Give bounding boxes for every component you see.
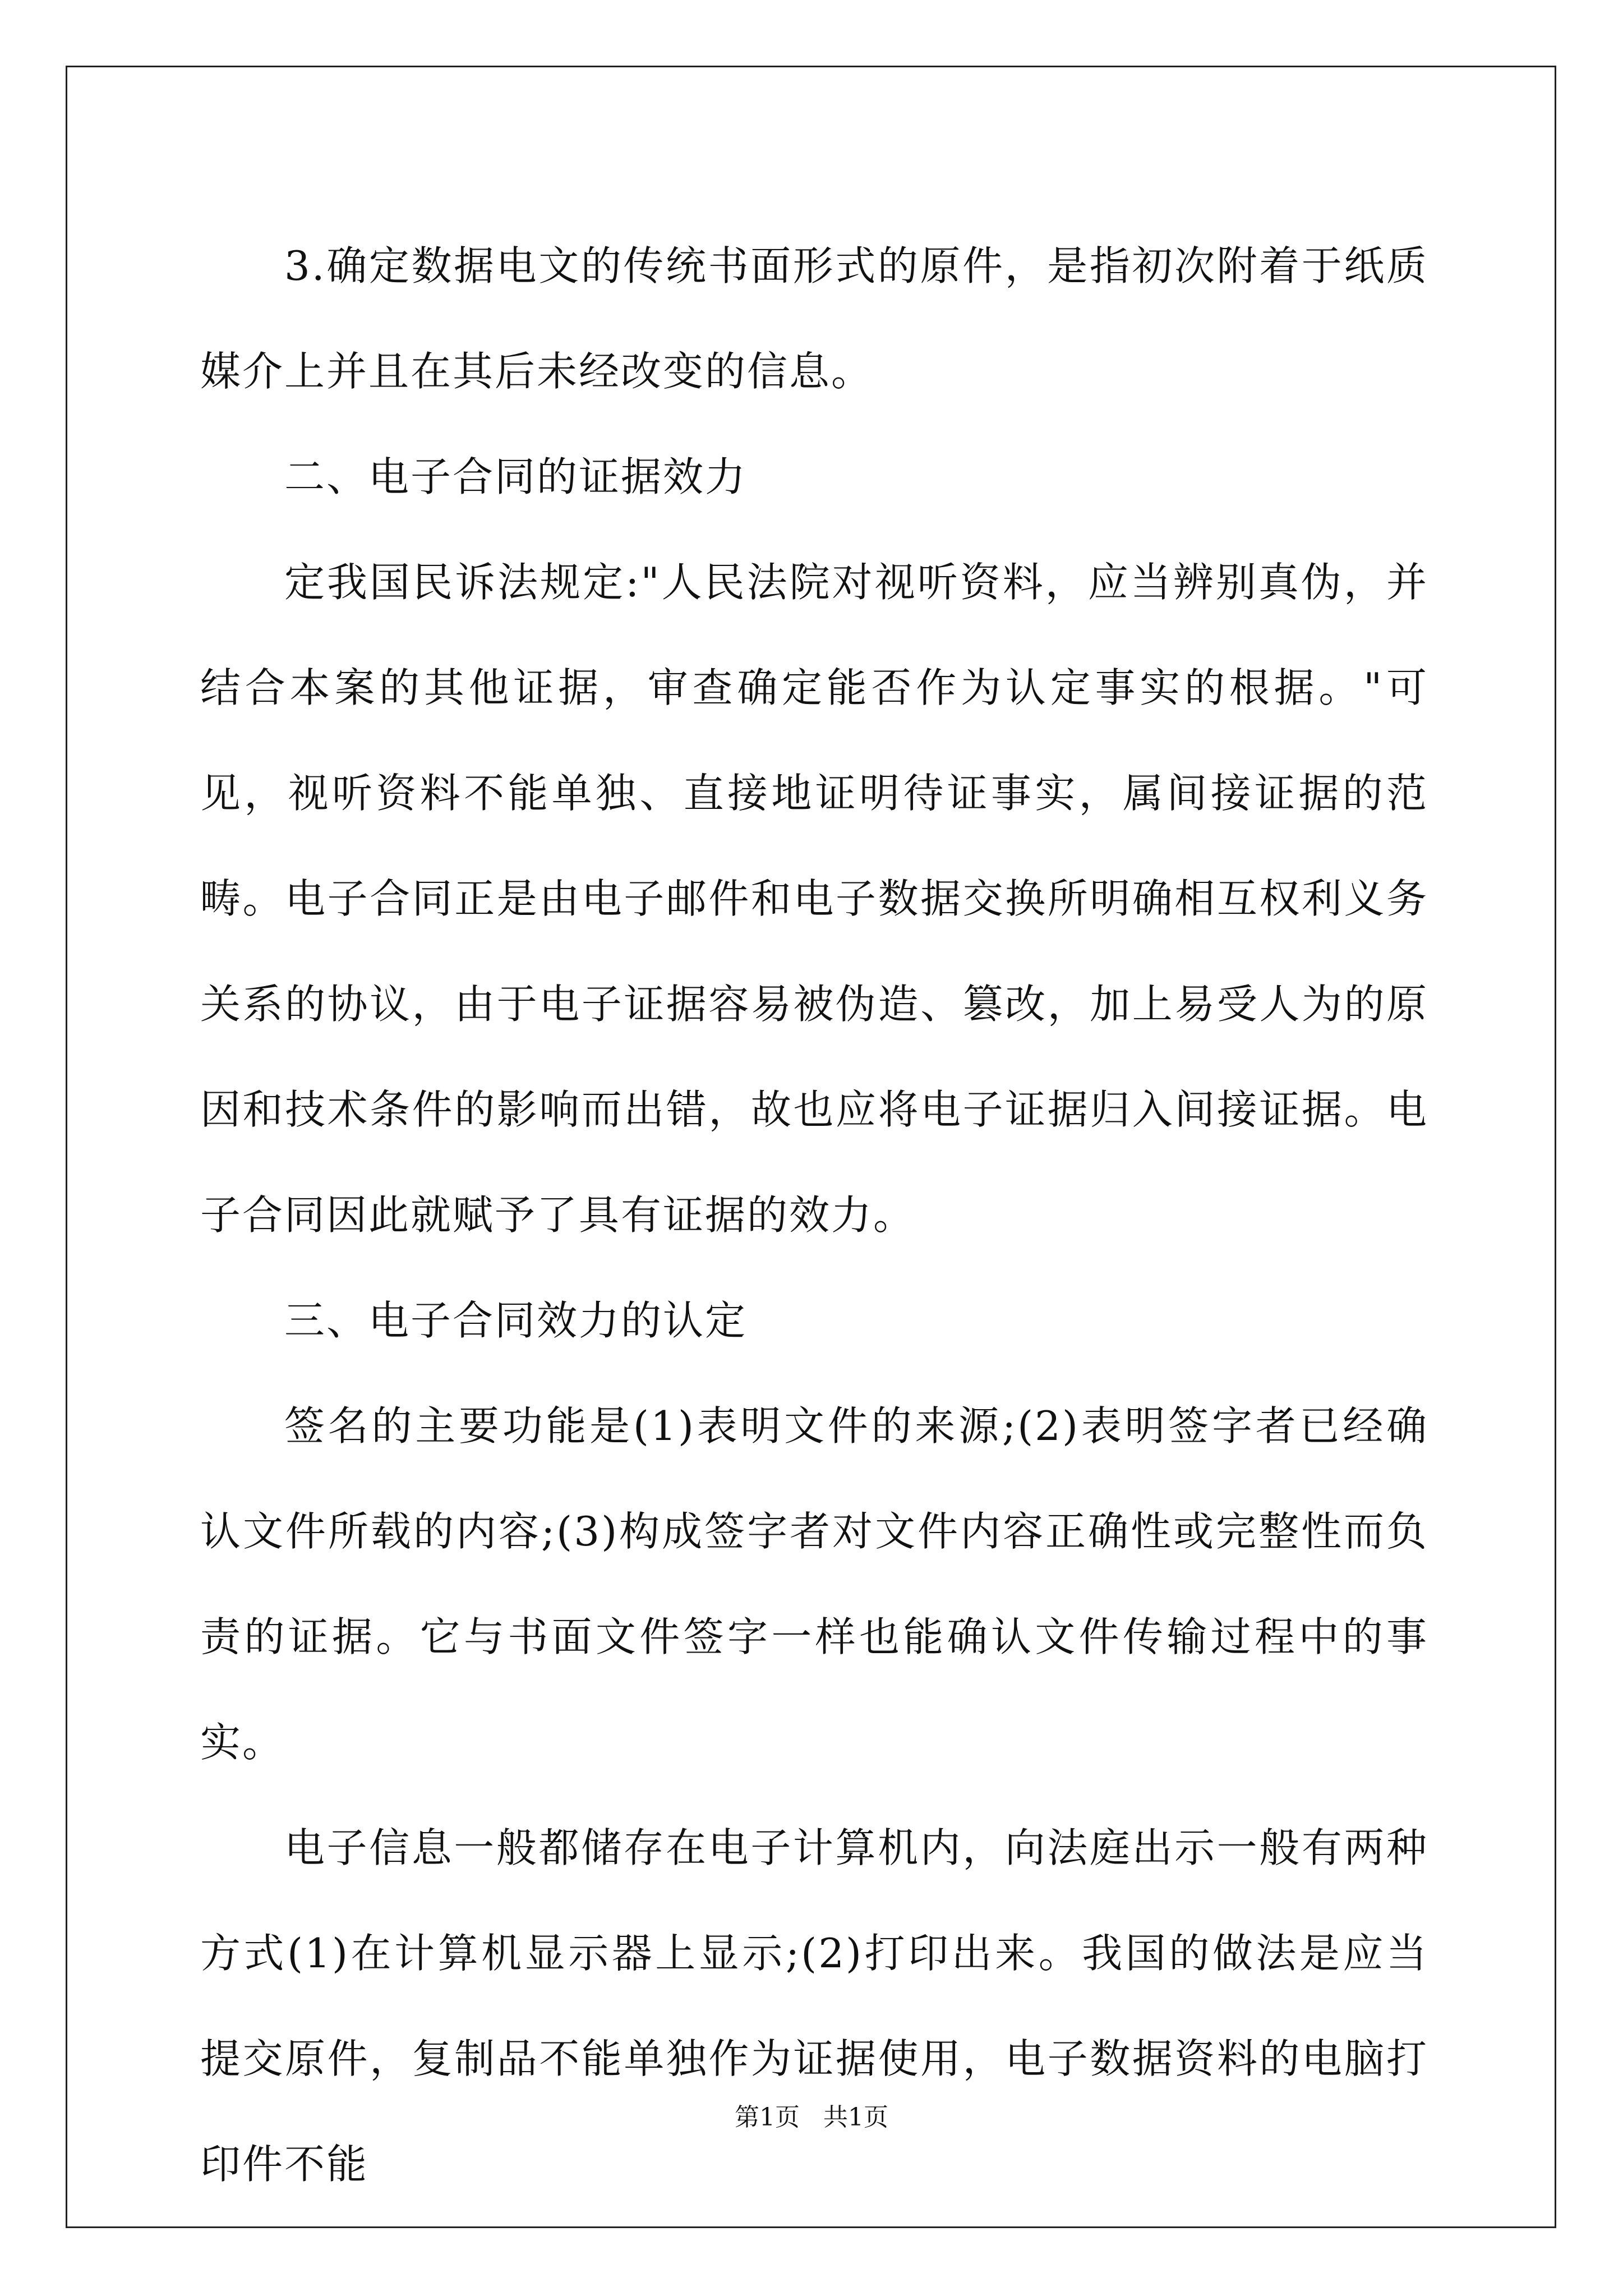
paragraph-original-definition: 3.确定数据电文的传统书面形式的原件，是指初次附着于纸质媒介上并且在其后未经改变的信息。 bbox=[200, 242, 1428, 395]
page-total: 共1页 bbox=[823, 2103, 888, 2132]
page-footer bbox=[0, 2097, 1623, 2133]
document-body bbox=[200, 213, 1428, 2217]
paragraph-evidence-effect: 定我国民诉法规定:"人民法院对视听资料，应当辨别真伪，并结合本案的其他证据，审查确定能否作为认定事实的根据。"可见，视听资料不能单独、直接地证明待证事实，属间接证据的范畴。电子合同正是由电子邮件和电子数据交换所明确相互权利义务关系的协议，由于电子证据容易被伪造、篡改，加上易受人为的原因和技术条件的影响而出错，故也应将电子证据归入间接证据。电子合同因此就赋予了具有证据的效力。 bbox=[200, 559, 1428, 1239]
paragraph-signature-function: 签名的主要功能是(1)表明文件的来源;(2)表明签字者已经确认文件所载的内容;(3)构成签字者对文件内容正确性或完整性而负责的证据。它与书面文件签字一样也能确认文件传输过程中的事实。 bbox=[200, 1402, 1428, 1766]
section-heading-evidence-effect: 二、电子合同的证据效力 bbox=[284, 453, 748, 500]
paragraph-electronic-information: 电子信息一般都储存在电子计算机内，向法庭出示一般有两种方式(1)在计算机显示器上显示;(2)打印出来。我国的做法是应当提交原件，复制品不能单独作为证据使用，电子数据资料的电脑打印件不能 bbox=[200, 1824, 1428, 2188]
page-number: 第1页 bbox=[735, 2103, 800, 2132]
section-heading-validity-determination: 三、电子合同效力的认定 bbox=[284, 1297, 748, 1344]
